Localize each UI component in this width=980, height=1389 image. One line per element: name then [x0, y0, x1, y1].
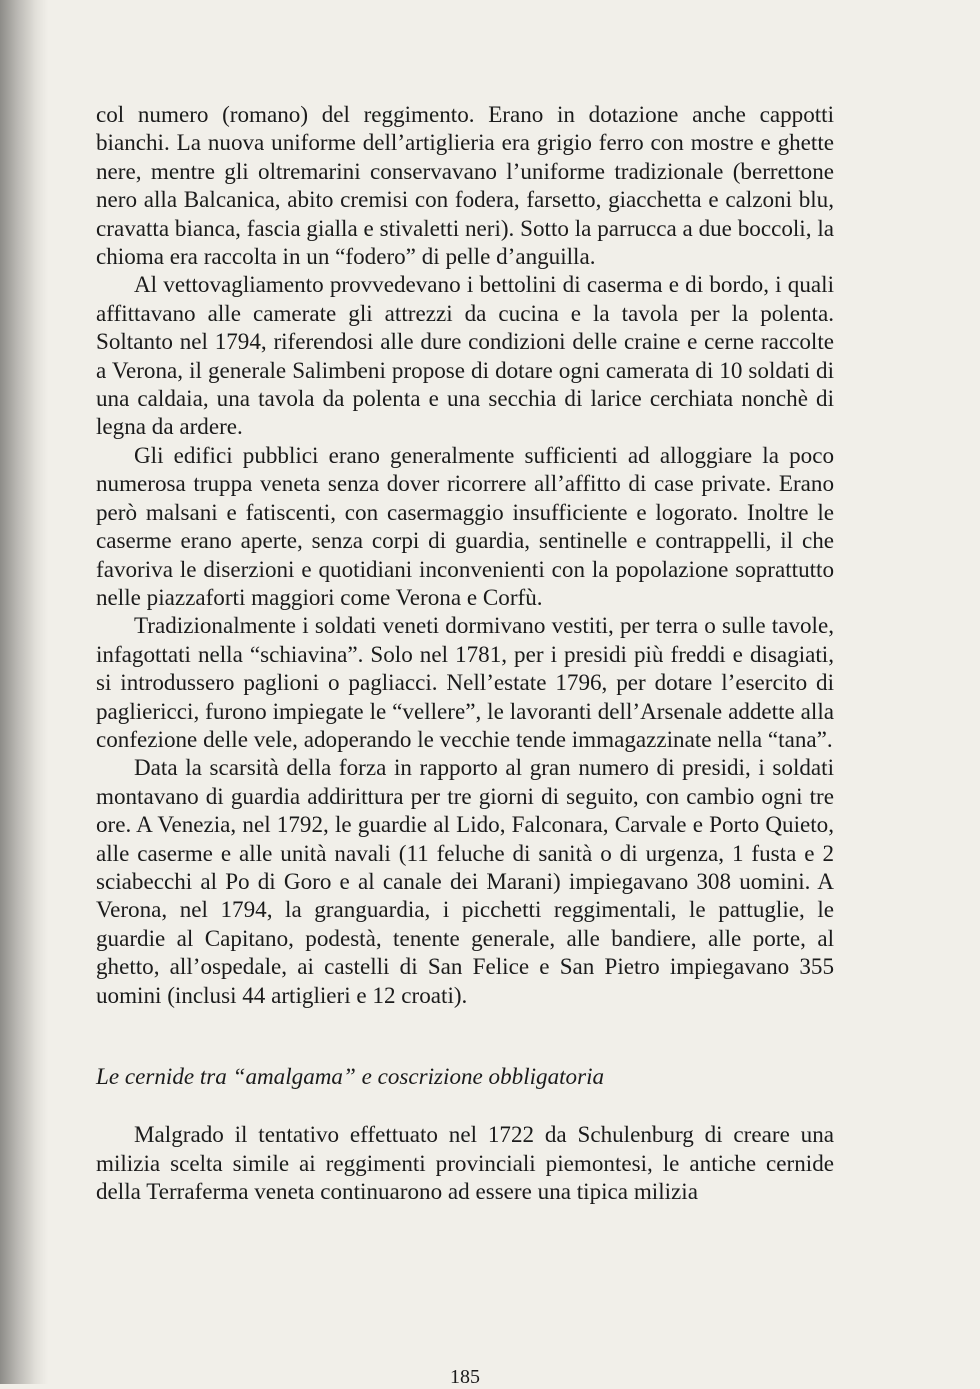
paragraph: Al vettovagliamento provvedevano i bettolini di caserma e di bordo, i quali affittavano alle camerate gli attrezzi da cucina e la tavola per la polenta. Soltanto nel 1794, riferendosi alle dure condizioni delle craine e cerne raccolte a Verona, il generale Salimbeni propose di dotare ogni camerata di 10 soldati di una caldaia, una tavola da polenta e una secchia di larice cerchiata nonchè di legna da ardere. — [96, 271, 834, 440]
page-number: 185 — [450, 1366, 480, 1388]
body-text — [96, 100, 834, 1009]
paragraph: col numero (romano) del reggimento. Erano in dotazione anche cappotti bianchi. La nuova uniforme dell’artiglieria era grigio ferro con mostre e ghette nere, mentre gli oltremarini conservavano l’uniforme tradizionale (berrettone nero alla Balcanica, abito cremisi con fodera, farsetto, giacchetta e calzoni blu, cravatta bianca, fascia gialla e stivaletti neri). Sotto la parrucca a due boccoli, la chioma era raccolta in un “fodero” di pelle d’anguilla. — [96, 101, 834, 270]
paragraph: Malgrado il tentativo effettuato nel 1722 da Schulenburg di creare una milizia scelta simile ai reggimenti provinciali piemontesi, le antiche cernide della Terraferma veneta continuarono ad essere una tipica milizia — [96, 1121, 834, 1205]
paragraph: Data la scarsità della forza in rapporto al gran numero di presidi, i soldati montavano di guardia addirittura per tre giorni di seguito, con cambio ogni tre ore. A Venezia, nel 1792, le guardie al Lido, Falconara, Carvale e Porto Quieto, alle caserme e alle unità navali (11 feluche di sanità o di urgenza, 1 fusta e 2 sciabecchi al Po di Goro e al canale dei Marani) impiegavano 308 uomini. A Verona, nel 1794, la granguardia, i picchetti reggimentali, le pattuglie, le guardie al Capitano, podestà, tenente generale, alle bandiere, alle porte, al ghetto, all’ospedale, ai castelli di San Felice e San Pietro impiegavano 355 uomini (inclusi 44 artiglieri e 12 croati). — [96, 754, 834, 1008]
section-title: Le cernide tra “amalgama” e coscrizione obbligatoria — [96, 1063, 605, 1089]
page-gutter-shadow — [0, 0, 48, 1384]
paragraph: Gli edifici pubblici erano generalmente sufficienti ad alloggiare la poco numerosa truppa veneta senza dover ricorrere all’affitto di case private. Erano però malsani e fatiscenti, con casermaggio insufficiente e logorato. Inoltre le caserme erano aperte, senza corpi di guardia, sentinelle e contrappelli, il che favoriva le diserzioni e quotidiani inconvenienti con la popolazione soprattutto nelle piazzaforti maggiori come Verona e Corfù. — [96, 441, 834, 610]
section-body — [96, 1120, 834, 1205]
paragraph: Tradizionalmente i soldati veneti dormivano vestiti, per terra o sulle tavole, infagottati nella “schiavina”. Solo nel 1781, per i presidi più freddi e disagiati, si introdussero paglioni o pagliacci. Nell’estate 1796, per dotare l’esercito di pagliericci, furono impiegate le “vellere”, le lavoranti dell’Arsenale addette alla confezione delle vele, adoperando le vecchie tende immagazzinate nella “tana”. — [96, 612, 834, 752]
book-page — [96, 100, 834, 1388]
